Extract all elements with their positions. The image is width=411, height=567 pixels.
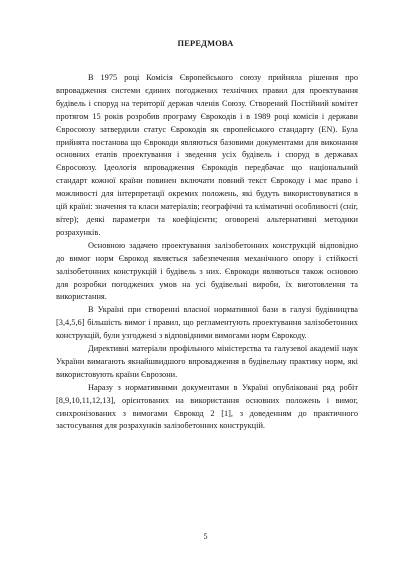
paragraph-1: В 1975 році Комісія Європейського союзу прийняла рішення про впровадження системи єдиних погоджених технічних правил для проектування будівель і споруд на території держав членів Союзу. Створений Постійний комітет протягом 15 років розробив програму Єврокодів і в 1989 році комісія і держави Євросоюзу затвердили статус Єврокодів як європейського стандарту (EN). Була прийнята постанова що Єврокоди являються базовими документами для виконання основних етапів проектування і зведення усіх будівель і споруд в державах Євросоюзу. Ідеологія впровадження Єврокодів передбачає що національний стандарт кожної країни повинен включати повний текст Єврокоду і має право і можливості для інтерпретації окремих положень, які будуть використовуватися в цій країні: значення та класи матеріалів; географічні та кліматичні особливості (сніг, вітер); деякі параметри та коефіцієнти; оговорені альтернативні методики розрахунків. (56, 73, 358, 237)
page-number: 5 (203, 532, 208, 541)
paragraph-3: В Україні при створенні власної нормативної бази в галузі будівництва [3,4,5,6] більшість вимог і правил, що регламентують проектування залізобетонних конструкцій, були узгоджені з відповідними вимогами норм Єврокоду. (56, 305, 358, 341)
paragraph-2: Основною задачею проектування залізобетонних конструкцій відповідно до вимог норм Єврокод являється забезпечення механічного опору і стійкості залізобетонних конструкцій і будівель з них. Єврокоди являються також основою для розробки погоджених умов на усі будівельні вироби, їх виготовлення та використання. (56, 240, 358, 302)
page-title: ПЕРЕДМОВА (177, 39, 234, 48)
paragraph-5: Наразу з нормативними документами в Україні опубліковані ряд робіт [8,9,10,11,12,13], орієнтованих на використання основних положень і вимог, синхронізованих з вимогами Єврокод 2 [1], з доведенням до практичного застосування для розрахунків залізобетонних конструкцій. (56, 382, 358, 431)
body-text (56, 72, 358, 433)
paragraph-4: Директивні матеріали профільного міністерства та галузевої академії наук України вимагають якнайшвидшого впровадження в будівельну практику норм, які використовують країни Єврозони. (56, 344, 358, 379)
